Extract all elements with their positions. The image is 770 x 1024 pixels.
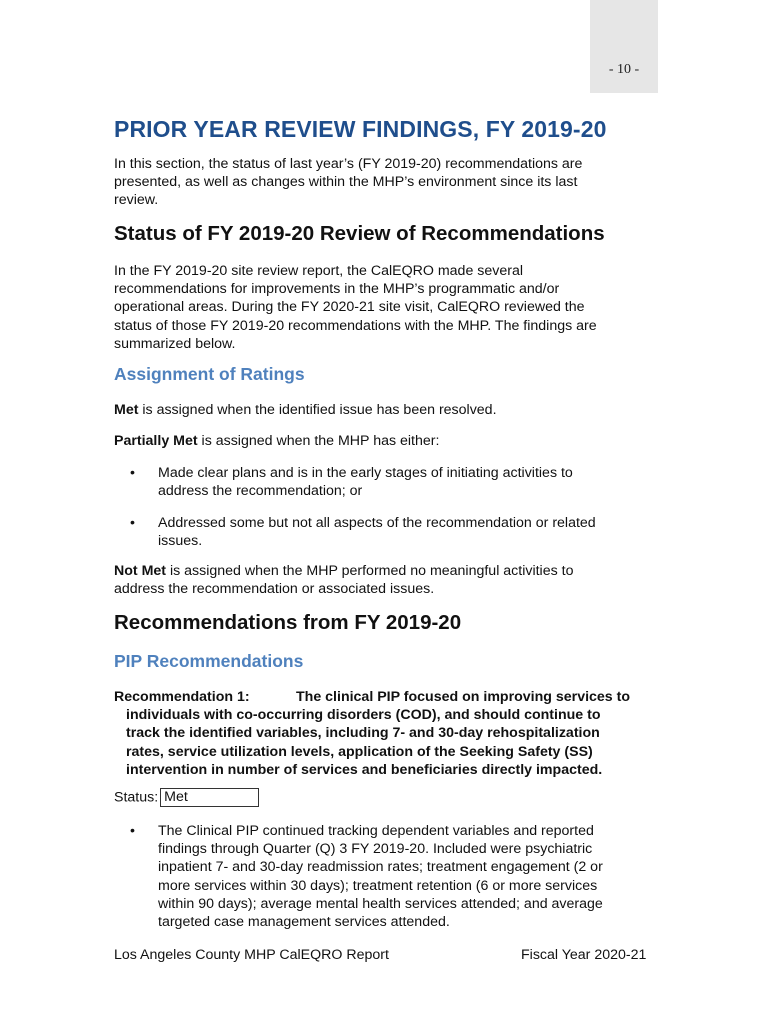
bullet-line: address the recommendation; or <box>158 483 363 500</box>
status-line: summarized below. <box>114 335 236 352</box>
footer-left: Los Angeles County MHP CalEQRO Report <box>114 947 389 963</box>
intro-line: In this section, the status of last year’s (FY 2019-20) recommendations are <box>114 156 583 172</box>
notmet-term: Not Met <box>114 563 167 579</box>
partial-text: is assigned when the MHP has either: <box>197 433 440 449</box>
met-definition <box>114 401 664 419</box>
bullet-line: within 90 days); average mental health services attended; and average <box>158 895 603 912</box>
met-term: Met <box>114 402 139 418</box>
page-number-box <box>590 0 658 93</box>
page-title: PRIOR YEAR REVIEW FINDINGS, FY 2019-20 <box>114 116 607 142</box>
footer-right: Fiscal Year 2020-21 <box>521 947 647 963</box>
status-heading: Status of FY 2019-20 Review of Recommendations <box>114 222 605 245</box>
ratings-heading: Assignment of Ratings <box>114 364 305 384</box>
bullet-line: Addressed some but not all aspects of the recommendation or related <box>158 515 596 531</box>
recommendation-1 <box>114 688 664 779</box>
status-label: Status: <box>114 789 159 806</box>
intro-line: review. <box>114 192 159 209</box>
intro-line: presented, as well as changes within the MHP’s environment since its last <box>114 174 578 191</box>
page-number: - 10 - <box>608 62 640 77</box>
bullet-icon: • <box>130 823 135 839</box>
bullet-icon: • <box>130 515 135 531</box>
recs-heading: Recommendations from FY 2019-20 <box>114 611 462 634</box>
bullet-line: findings through Quarter (Q) 3 FY 2019-20. Included were psychiatric <box>158 841 593 858</box>
rec1-label: Recommendation 1: <box>114 689 250 705</box>
intro-paragraph <box>114 155 664 210</box>
partial-definition <box>114 432 664 450</box>
status-line: status of those FY 2019-20 recommendations with the MHP. The findings are <box>114 317 597 334</box>
rec1-line: track the identified variables, including 7- and 30-day rehospitalization <box>126 725 600 742</box>
rec1-line: The clinical PIP focused on improving services to <box>296 689 631 705</box>
notmet-text-cont: address the recommendation or associated issues. <box>114 581 435 598</box>
notmet-text: is assigned when the MHP performed no meaningful activities to <box>166 563 574 579</box>
status-paragraph <box>114 262 664 353</box>
met-text: is assigned when the identified issue has been resolved. <box>138 402 497 418</box>
rec1-line: rates, service utilization levels, application of the Seeking Safety (SS) <box>126 743 593 760</box>
status-value-box: Met <box>160 788 259 807</box>
bullet-line: issues. <box>158 533 203 550</box>
bullet-line: inpatient 7- and 30-day readmission rates; treatment engagement (2 or <box>158 859 603 876</box>
bullet-icon: • <box>130 465 135 481</box>
partial-term: Partially Met <box>114 433 198 449</box>
bullet-line: targeted case management services attended. <box>158 914 450 931</box>
bullet-line: The Clinical PIP continued tracking dependent variables and reported <box>158 823 594 839</box>
rec1-line: individuals with co-occurring disorders (COD), and should continue to <box>126 707 601 724</box>
bullet-line: Made clear plans and is in the early stages of initiating activities to <box>158 465 573 481</box>
pip-heading: PIP Recommendations <box>114 651 304 671</box>
notmet-definition <box>114 562 664 598</box>
status-line: recommendations for improvements in the MHP’s programmatic and/or <box>114 281 560 298</box>
status-line: operational areas. During the FY 2020-21 site visit, CalEQRO reviewed the <box>114 299 585 316</box>
rec1-line: intervention in number of services and beneficiaries directly impacted. <box>126 761 603 778</box>
status-line: In the FY 2019-20 site review report, the CalEQRO made several <box>114 263 524 279</box>
bullet-line: more services within 30 days); treatment retention (6 or more services <box>158 877 598 894</box>
rec1-status <box>114 788 664 807</box>
